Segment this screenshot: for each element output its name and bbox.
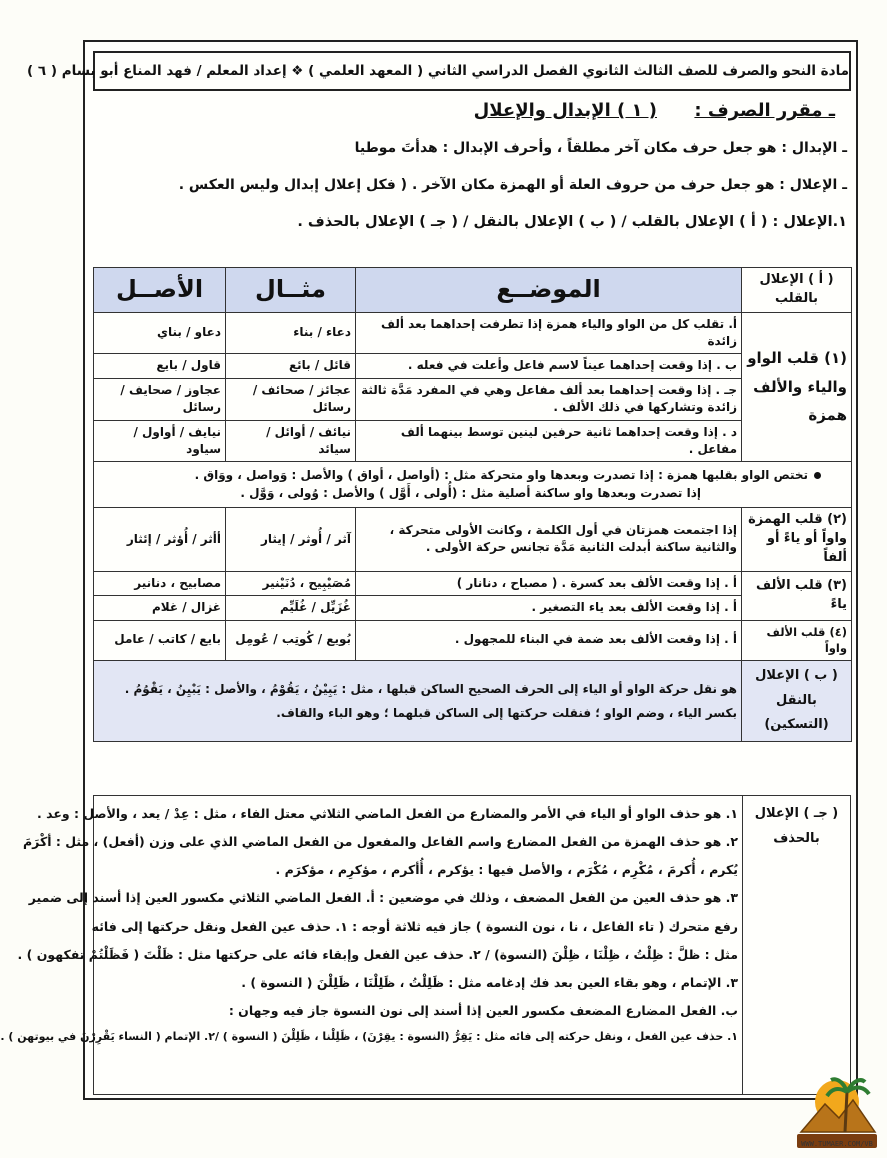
table-row [94, 312, 852, 354]
section-c-line: ب. الفعل المضارع المضعف مكسور العين إذا أسند إلى نون النسوة جاز فيه وجهان : [228, 1002, 738, 1018]
group4-position: أ . إذا وقعت الألف بعد ضمة في البناء للمجهول . [356, 620, 742, 660]
bullet-icon [814, 472, 821, 479]
group1-row1-origin: دعاو / بناي [94, 312, 226, 354]
group1-row4-example: نيائف / أوائل / سيائد [226, 420, 356, 462]
section-c-line: ٢. هو حذف الهمزة من الفعل المضارع واسم الفاعل والمفعول من الفعل الماضي الذي على وزن (أفعل) ، مثل : أكْرَمَ [23, 834, 738, 850]
group1-row3-example: عجائز / صحائف / رسائل [226, 378, 356, 420]
ibdal-definition: ـ الإبدال : هو جعل حرف مكان آخر مطلقاً ، وأحرف الإبدال : هدأتَ موطيا [354, 140, 847, 156]
group3-row2-example: غُزَيِّل / غُلَيِّم [226, 596, 356, 620]
ilal-definition: ـ الإعلال : هو جعل حرف من حروف العلة أو الهمزة مكان الآخر . ( فكل إعلال إبدال وليس العكس . [178, 177, 847, 193]
section-b-line-2: بكسر الياء ، وضم الواو ؛ فنقلت حركتها إلى الساكن قبلهما ؛ وهو الباء والقاف. [276, 705, 737, 720]
group1-row2-example: قائل / بائع [226, 354, 356, 378]
site-url: WWW.TUMAER.COM/VB [801, 1140, 873, 1148]
header-example: مثــال [226, 268, 356, 313]
section-c-line: ٣. هو حذف العين من الفعل المضعف ، وذلك في موضعين : أ. الفعل الماضي الثلاثي مكسور العين إذا أسند إلى ضمير [28, 890, 738, 906]
header-position: الموضــع [356, 268, 742, 313]
group4-label: (٤) قلب الألف واواً [742, 620, 852, 660]
group1-row1-example: دعاء / بناء [226, 312, 356, 354]
group1-row2-position: ب . إذا وقعت إحداهما عيناً لاسم فاعل وأعلت في فعله . [356, 354, 742, 378]
section-b-line-1: هو نقل حركة الواو أو الياء إلى الحرف الصحيح الساكن قبلها ، مثل : يَبِيْنُ ، يَقُوْمُ ، والأصل : يَبْيِنُ ، يَقْوُمُ . [124, 681, 737, 696]
section-c-line: ٣. الإتمام ، وهو بقاء العين بعد فك إدغامه مثل : ظَلِلْتُ ، ظَلِلْنَا ، ظَلِلْنَ ( النسوة ) . [241, 974, 738, 990]
group1-row2-origin: قاول / بايع [94, 354, 226, 378]
ilal-types: ١.الإعلال : ( أ ) الإعلال بالقلب / ( ب ) الإعلال بالنقل / ( جـ ) الإعلال بالحذف . [297, 214, 847, 230]
section-c-line: رفع متحرك ( تاء الفاعل ، نا ، نون النسوة ) جاز فيه ثلاثة أوجه : ١. حذف عين الفعل ونقل حركتها إلى فائه [91, 918, 738, 934]
group3-label: (٣) قلب الألف ياءً [742, 571, 852, 620]
table-row [94, 571, 852, 595]
group1-row4-position: د . إذا وقعت إحداهما ثانية حرفين لينين توسط بينهما ألف مفاعل . [356, 420, 742, 462]
table-row [94, 508, 852, 572]
section-c-line: يُكرم ، أُكرمَ ، مُكْرِم ، مُكْرَم ، والأصل فيها : يؤكرم ، أُأكرم ، مؤكرِم ، مؤكرَم . [275, 862, 738, 878]
group2-label: (٢) قلب الهمزة واواً أو ياءً أو ألفاً [742, 508, 852, 572]
course-label: ـ مقرر الصرف : [694, 100, 835, 121]
group1-row4-origin: نيايف / أواول / سياود [94, 420, 226, 462]
group2-example: آثر / أُوثر / إيثار [226, 508, 356, 572]
group3-row2-origin: غزال / غلام [94, 596, 226, 620]
lesson-title: ( ١ ) الإبدال والإعلال [473, 100, 657, 121]
group1-row1-position: أ. تقلب كل من الواو والياء همزة إذا تطرفت إحداهما بعد ألف زائدة [356, 312, 742, 354]
logo-palm-trunk [845, 1092, 847, 1132]
group3-row2-position: أ . إذا وقعت الألف بعد ياء التصغير . [356, 596, 742, 620]
section-c-body [0, 800, 738, 1050]
table-row [94, 620, 852, 660]
section-c-box [0, 795, 851, 1095]
table-header-row [94, 268, 852, 313]
group4-origin: بايع / كاتب / عامل [94, 620, 226, 660]
group4-example: بُويع / كُوتِب / عُومِل [226, 620, 356, 660]
section-c-line: ١. هو حذف الواو أو الياء في الأمر والمضارع من الفعل الماضي الثلاثي معتل الفاء ، مثل : عِدْ / يعد ، والأصل : وعد . [37, 806, 738, 821]
section-a-label: ( أ ) الإعلال بالقلب [742, 268, 852, 313]
section-b-label: ( ب ) الإعلال بالنقل (التسكين) [742, 660, 852, 741]
document-header: مادة النحو والصرف للصف الثالث الثانوي الفصل الدراسي الثاني ( المعهد العلمي ) ❖ إعداد المعلم / فهد المناع أبو بسام ( ٦ ) [93, 51, 851, 91]
table-row [94, 420, 852, 462]
note-line-1: تختص الواو بقلبها همزة : إذا تصدرت وبعدها واو متحركة مثل : (أواصل ، أواق ) والأصل : وَواصل ، ووَاق . [102, 467, 821, 484]
group3-row1-origin: مصابيح ، دنانير [94, 571, 226, 595]
group1-label: (١) قلب الواو والياء والألف همزة [742, 312, 852, 462]
group1-row3-position: جـ . إذا وقعت إحداهما بعد ألف مفاعل وهي في المفرد مَدَّة ثالثة زائدة وتشاركها في ذلك الألف . [356, 378, 742, 420]
group1-row3-origin: عجاوز / صحايف / رسائل [94, 378, 226, 420]
table-row [94, 354, 852, 378]
section-c-line: ١. حذف عين الفعل ، ونقل حركته إلى فائه مثل : يَقِرُّ (النسوة : يقِرْنَ) ، ظَلِلْنا ، ظَلِلْنَ ( النسوة ) /٢. الإتمام ( النساء يَقْرِرْنَ في بيوتهن ) . [0, 1030, 738, 1043]
note-line-2: إذا تصدرت وبعدها واو ساكنة أصلية مثل : (أُولى ، أَوَّل ) والأصل : وُولى ، وَوَّل . [240, 485, 701, 500]
group2-origin: أأثر / أُؤثر / إئثار [94, 508, 226, 572]
ilal-table [93, 267, 852, 742]
section-c-label: ( جـ ) الإعلال بالحذف [742, 796, 850, 1094]
section-c-line: مثل : ظلَّ : ظِلْتُ ، ظِلْنَا ، ظِلْنَ (النسوة) / ٢. حذف عين الفعل وإبقاء فائه على حركتها مثل : ظَلْتَ ( فَظَلْتُمْ تفكهون ) . [17, 946, 738, 962]
header-origin: الأصــل [94, 268, 226, 313]
table-note-row [94, 462, 852, 508]
table-row [94, 378, 852, 420]
section-b-row [94, 660, 852, 741]
table-row [94, 596, 852, 620]
group3-row1-position: أ . إذا وقعت الألف بعد كسرة . ( مصباح ، دنانار ) [356, 571, 742, 595]
group3-row1-example: مُصَيْبِيح ، دُنَيْنير [226, 571, 356, 595]
group2-position: إذا اجتمعت همزتان في أول الكلمة ، وكانت الأولى متحركة ، والثانية ساكنة أبدلت الثانية مَدَّة تجانس حركة الأولى . [356, 508, 742, 572]
